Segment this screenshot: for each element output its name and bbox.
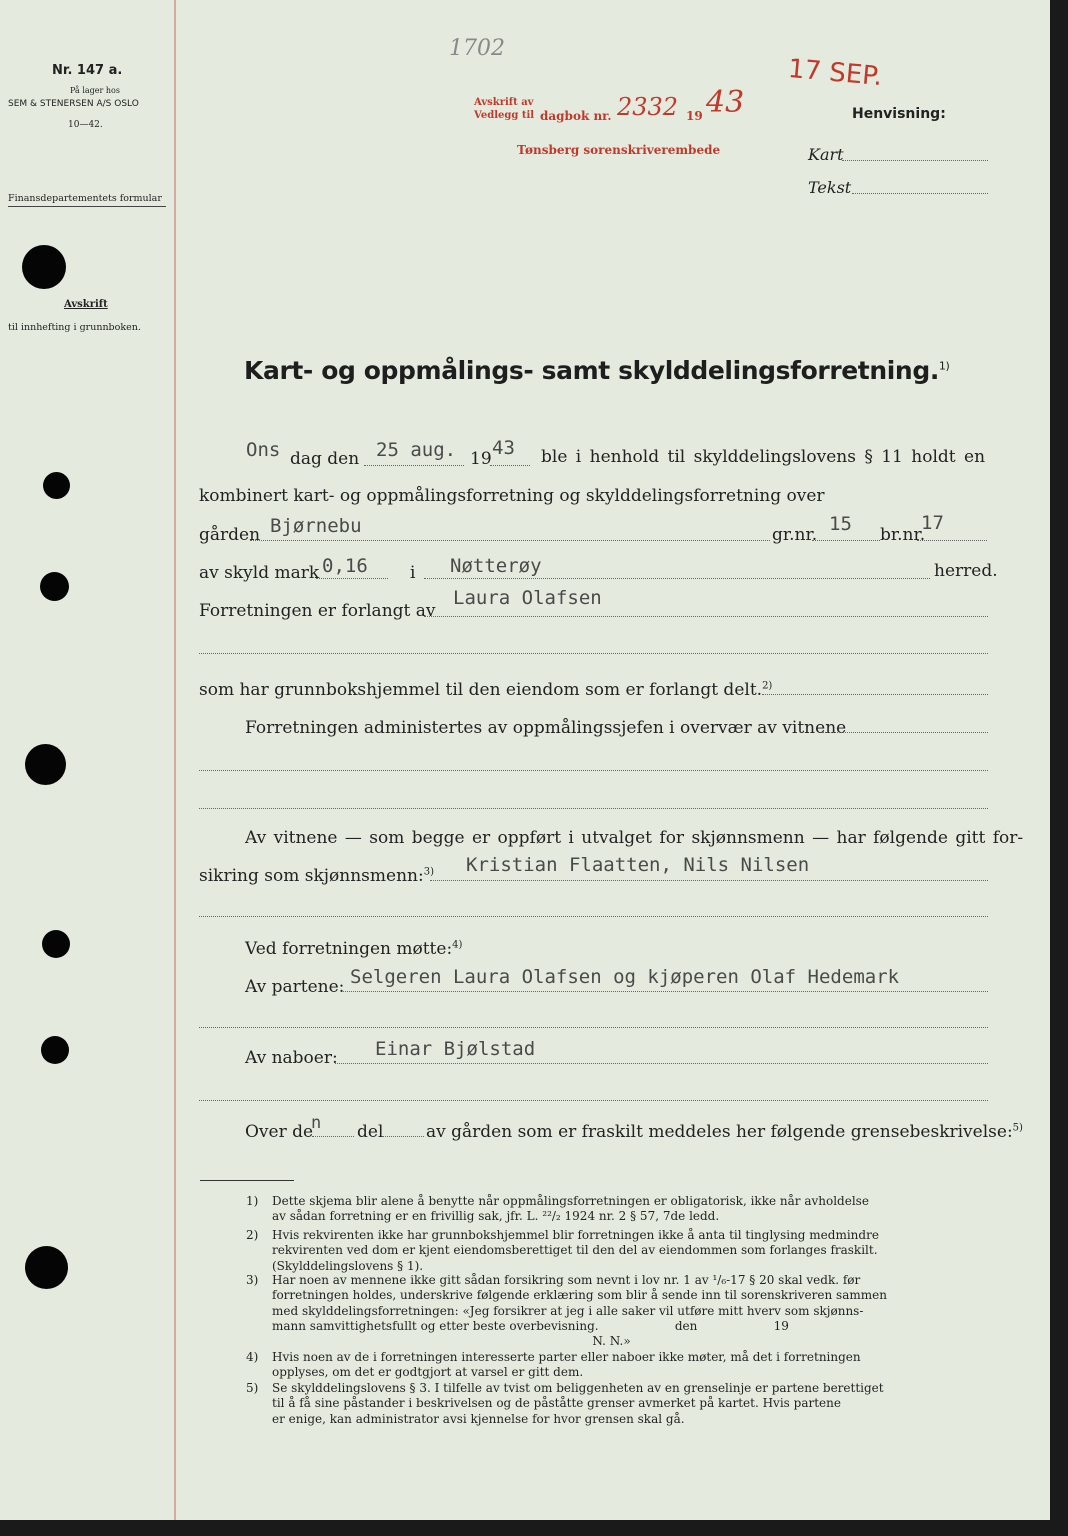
title-text: Kart- og oppmålings- samt skylddelingsforretning. bbox=[244, 356, 939, 385]
stamp-dagbok: dagbok nr. bbox=[540, 109, 612, 123]
year-value: 43 bbox=[492, 437, 515, 459]
date-value: 25 aug. bbox=[376, 439, 457, 461]
skyld-line bbox=[316, 578, 388, 579]
over-line bbox=[312, 1136, 354, 1137]
footnote-line: N. N.» bbox=[272, 1334, 631, 1349]
tekst-line bbox=[852, 193, 988, 194]
grnr-line bbox=[812, 540, 880, 541]
blank-line bbox=[199, 916, 988, 917]
avskrift-label: Avskrift bbox=[64, 299, 108, 310]
herred-value: Nøtterøy bbox=[450, 555, 542, 577]
footnote-line: forretningen holdes, underskrive følgende erklæring som blir å sende inn til sorenskriveren sammen bbox=[272, 1288, 887, 1303]
hjemmel-text bbox=[199, 680, 772, 700]
blank-line bbox=[199, 770, 988, 771]
stamp-line2: Vedlegg til bbox=[474, 110, 535, 121]
vitnene-line2 bbox=[199, 866, 434, 886]
stamp-office: Tønsberg sorenskriverembede bbox=[517, 143, 721, 157]
vitnene-line1: Av vitnene — som begge er oppført i utvalget for skjønnsmenn — har følgende gitt for- bbox=[245, 828, 1024, 848]
over-rest bbox=[426, 1122, 1023, 1142]
footnote-line: av sådan forretning er en frivillig sak, jfr. L. ²²/₂ 1924 nr. 2 § 57, 7de ledd. bbox=[272, 1209, 720, 1224]
footnote-line: Har noen av mennene ikke gitt sådan forsikring som nevnt i lov nr. 1 av ¹/₆-17 § 20 skal vedk. før bbox=[272, 1273, 861, 1287]
stamp-year-prefix: 19 bbox=[686, 109, 703, 123]
year-prefix-label: 19 bbox=[470, 449, 492, 469]
brnr-value: 17 bbox=[921, 512, 944, 534]
motte-text bbox=[245, 939, 462, 959]
vitnene-label: sikring som skjønnsmenn: bbox=[199, 866, 424, 886]
stamp-line1: Avskrift av bbox=[474, 97, 534, 108]
dag-den-label: dag den bbox=[290, 449, 360, 469]
garden-line bbox=[250, 540, 770, 541]
footnote-line: (Skylddelingslovens § 1). bbox=[272, 1258, 424, 1273]
year-line bbox=[490, 465, 530, 466]
herred-line bbox=[424, 578, 930, 579]
publisher-line1: På lager hos bbox=[70, 86, 120, 95]
brnr-line bbox=[917, 540, 987, 541]
blank-line bbox=[199, 1027, 988, 1028]
footnote-line: med skylddelingsforretningen: «Jeg forsikrer at jeg i alle saker vil utføre mitt hverv som skjønns- bbox=[272, 1303, 864, 1318]
footnote-line: til å få sine påstander i beskrivelsen og de påståtte grenser avmerket på kartet. Hvis partene bbox=[272, 1396, 841, 1411]
vitnene-footnote-ref: 3) bbox=[423, 866, 434, 878]
motte-footnote-ref: 4) bbox=[452, 939, 463, 951]
blank-line bbox=[199, 1100, 988, 1101]
blank-line bbox=[199, 653, 988, 654]
punch-hole bbox=[25, 744, 66, 785]
form-number: Nr. 147 a. bbox=[52, 63, 123, 78]
henvisning-label: Henvisning: bbox=[852, 106, 946, 122]
witnesses-value: Kristian Flaatten, Nils Nilsen bbox=[466, 854, 810, 876]
administreres-text: Forretningen administertes av oppmålingssjefen i overvær av vitnene bbox=[245, 718, 847, 738]
footnote-line: er enige, kan administrator avsi kjennelse for hvor grensen skal gå. bbox=[272, 1411, 685, 1426]
footnote-line: Se skylddelingslovens § 3. I tilfelle av tvist om beliggenheten av en grenselinje er partene berettiget bbox=[272, 1381, 884, 1395]
footnote-number: 5) bbox=[246, 1381, 259, 1395]
innhefting-label: til innhefting i grunnboken. bbox=[8, 322, 141, 333]
punch-hole bbox=[42, 930, 70, 958]
witnesses-line bbox=[430, 880, 988, 881]
punch-hole bbox=[22, 245, 66, 289]
partene-line bbox=[343, 991, 988, 992]
farm-value: Bjørnebu bbox=[270, 515, 362, 537]
over-footnote-ref: 5) bbox=[1012, 1122, 1023, 1134]
forlangt-line bbox=[424, 616, 988, 617]
line1-rest: ble i henhold til skylddelingslovens § 11 holdt en bbox=[541, 447, 986, 467]
footnote-line: rekvirenten ved dom er kjent eiendomsberettiget til den del av eiendommen som forlanges fraskilt. bbox=[272, 1243, 878, 1258]
administreres-line bbox=[822, 732, 988, 733]
garden-label: gården bbox=[199, 525, 261, 545]
formular-label: Finansdepartementets formular bbox=[8, 193, 166, 207]
hjemmel-footnote-ref: 2) bbox=[762, 680, 773, 692]
footnote-line: Dette skjema blir alene å benytte når oppmålingsforretningen er obligatorisk, ikke når avholdelse bbox=[272, 1194, 869, 1208]
naboer-label: Av naboer: bbox=[245, 1048, 338, 1068]
title-footnote-ref: 1) bbox=[938, 359, 950, 373]
i-label: i bbox=[410, 563, 416, 583]
kart-line bbox=[842, 160, 988, 161]
hjemmel-line bbox=[762, 694, 988, 695]
herred-label: herred. bbox=[934, 561, 998, 581]
over-rest-text: av gården som er fraskilt meddeles her følgende grensebeskrivelse: bbox=[426, 1122, 1013, 1142]
naboer-line bbox=[335, 1063, 988, 1064]
publisher-line2: SEM & STENERSEN A/S OSLO bbox=[8, 99, 139, 109]
naboer-value: Einar Bjølstad bbox=[375, 1038, 536, 1060]
footnote-separator bbox=[200, 1180, 294, 1181]
footnote-line: opplyses, om det er godtgjort at varsel er gitt dem. bbox=[272, 1365, 584, 1380]
date-line bbox=[364, 465, 464, 466]
blank-line bbox=[199, 808, 988, 809]
skyld-value: 0,16 bbox=[322, 555, 368, 577]
forlangt-label: Forretningen er forlangt av bbox=[199, 601, 436, 621]
footnote-number: 4) bbox=[246, 1350, 259, 1364]
skyld-label: av skyld mark bbox=[199, 563, 320, 583]
footnote-number: 1) bbox=[246, 1194, 259, 1208]
over-label: Over de bbox=[245, 1122, 314, 1142]
stamp-date: 17 SEP. bbox=[786, 53, 884, 93]
hjemmel-label: som har grunnbokshjemmel til den eiendom som er forlangt delt. bbox=[199, 680, 763, 700]
kart-label: Kart bbox=[808, 145, 844, 164]
punch-hole bbox=[25, 1246, 68, 1289]
grnr-value: 15 bbox=[829, 513, 852, 535]
footnote-number: 2) bbox=[246, 1228, 259, 1242]
motte-label: Ved forretningen møtte: bbox=[245, 939, 453, 959]
partene-value: Selgeren Laura Olafsen og kjøperen Olaf Hedemark bbox=[350, 966, 900, 988]
page-title bbox=[244, 356, 949, 385]
line2-text: kombinert kart- og oppmålingsforretning og skylddelingsforretning over bbox=[199, 486, 825, 506]
stamp-year: 43 bbox=[706, 85, 745, 120]
requester-value: Laura Olafsen bbox=[453, 587, 602, 609]
del-label: del bbox=[357, 1122, 384, 1142]
pencil-note: 1702 bbox=[449, 36, 505, 61]
footnote-line: Hvis noen av de i forretningen interesserte parter eller naboer ikke møter, må det i forretningen bbox=[272, 1350, 861, 1364]
grnr-label: gr.nr. bbox=[772, 525, 818, 545]
margin-rule bbox=[174, 0, 176, 1520]
punch-hole bbox=[43, 472, 70, 499]
date-code: 10—42. bbox=[68, 120, 103, 130]
del-line bbox=[382, 1136, 424, 1137]
over-fill: n bbox=[311, 1113, 322, 1133]
stamp-number: 2332 bbox=[617, 93, 679, 121]
footnote-number: 3) bbox=[246, 1273, 259, 1287]
footnote-line: Hvis rekvirenten ikke har grunnbokshjemmel blir forretningen ikke å anta til tinglysing medmindre bbox=[272, 1228, 879, 1242]
punch-hole bbox=[41, 1036, 69, 1064]
brnr-label: br.nr. bbox=[880, 525, 926, 545]
footnote-line: mann samvittighetsfullt og etter beste overbevisning. den 19 bbox=[272, 1318, 789, 1333]
tekst-label: Tekst bbox=[808, 178, 852, 197]
weekday-value: Ons bbox=[246, 439, 281, 461]
partene-label: Av partene: bbox=[245, 977, 345, 997]
punch-hole bbox=[40, 572, 69, 601]
